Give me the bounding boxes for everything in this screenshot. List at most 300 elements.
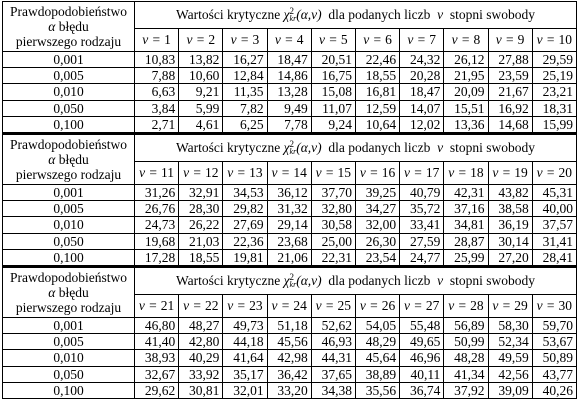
- nu-header-cell: [223, 29, 267, 52]
- critical-value-cell: 40,29: [179, 350, 223, 366]
- critical-value-cell: 55,48: [400, 318, 444, 334]
- critical-value-cell: 11,07: [311, 100, 355, 116]
- table-row: [3, 318, 577, 334]
- chi-square-critical-values-document: [2, 1, 577, 399]
- title-prefix: Wartości krytyczne: [175, 7, 284, 22]
- critical-value-cell: 56,89: [444, 318, 488, 334]
- nu-header-cell: [135, 29, 179, 52]
- critical-value-cell: 16,75: [311, 68, 355, 84]
- critical-value-cell: 30,58: [311, 217, 355, 233]
- critical-value-cell: 45,64: [355, 350, 399, 366]
- nu-label: ν =: [271, 298, 294, 314]
- title-middle: dla podanych liczb: [321, 273, 438, 289]
- critical-value-cell: 25,99: [444, 249, 488, 265]
- critical-value-cell: 58,30: [488, 318, 532, 334]
- critical-value-cell: 32,01: [223, 382, 267, 398]
- table-row: [3, 68, 577, 84]
- nu-value: 29: [514, 298, 528, 314]
- critical-value-cell: 23,21: [532, 84, 576, 100]
- critical-value-cell: 19,81: [223, 249, 267, 265]
- alpha-value-cell: 0,100: [3, 249, 135, 265]
- chi-subscript: kr: [289, 14, 297, 23]
- critical-value-cell: 37,70: [311, 185, 355, 201]
- critical-value-cell: 3,84: [135, 100, 179, 116]
- alpha-value-cell: 0,010: [3, 84, 135, 100]
- critical-value-cell: 53,67: [532, 334, 576, 350]
- nu-header-cell: [532, 162, 576, 185]
- critical-value-cell: 54,05: [355, 318, 399, 334]
- table-row: [3, 116, 577, 132]
- nu-value: 22: [204, 298, 219, 314]
- table-row: [3, 233, 577, 249]
- critical-value-cell: 26,12: [444, 52, 488, 68]
- critical-value-cell: 5,99: [179, 100, 223, 116]
- title-prefix: Wartości krytyczne: [175, 273, 284, 289]
- critical-value-cell: 49,73: [223, 318, 267, 334]
- critical-value-cell: 21,06: [267, 249, 311, 265]
- critical-value-cell: 48,27: [179, 318, 223, 334]
- nu-value: 20: [558, 165, 573, 181]
- alpha-header-line2: błędu: [55, 285, 89, 301]
- table-row: [3, 249, 577, 265]
- alpha-header-line2: błędu: [55, 152, 89, 168]
- critical-value-cell: 29,59: [532, 52, 576, 68]
- critical-value-cell: 39,25: [355, 185, 399, 201]
- alpha-value-cell: 0,005: [3, 68, 135, 84]
- alpha-column-header: [3, 2, 135, 52]
- critical-value-cell: 45,56: [267, 334, 311, 350]
- critical-value-cell: 19,68: [135, 233, 179, 249]
- nu-symbol: ν: [437, 273, 444, 289]
- critical-values-title: [135, 267, 577, 295]
- critical-value-cell: 27,88: [488, 52, 532, 68]
- nu-value: 9: [517, 32, 525, 47]
- critical-value-cell: 37,92: [444, 382, 488, 398]
- alpha-value-cell: 0,001: [3, 185, 135, 201]
- nu-header-cell: [311, 29, 355, 52]
- critical-value-cell: 14,07: [400, 100, 444, 116]
- nu-value: 10: [558, 32, 573, 47]
- nu-label: ν =: [448, 165, 471, 181]
- nu-value: 3: [252, 32, 260, 47]
- chi-symbol: χ: [283, 140, 290, 156]
- alpha-header-line3: pierwszego rodzaju: [15, 300, 122, 316]
- critical-value-cell: 16,92: [488, 100, 532, 116]
- critical-value-cell: 18,47: [267, 52, 311, 68]
- chi-symbol: χ: [283, 273, 290, 289]
- table-row: [3, 382, 577, 398]
- critical-value-cell: 29,82: [223, 201, 267, 217]
- nu-header-cell: [223, 162, 267, 185]
- critical-value-cell: 16,27: [223, 52, 267, 68]
- critical-value-cell: 6,25: [223, 116, 267, 132]
- alpha-header-line1: Prawdopodobieństwo: [10, 137, 127, 153]
- chi-square-table-block-1: [2, 1, 577, 133]
- nu-label: ν =: [404, 298, 426, 314]
- title-suffix: stopni swobody: [443, 140, 536, 156]
- critical-value-cell: 33,92: [179, 366, 223, 382]
- nu-header-cell: [355, 295, 399, 318]
- alpha-value-cell: 0,005: [3, 201, 135, 217]
- alpha-value-cell: 0,050: [3, 100, 135, 116]
- critical-value-cell: 29,62: [135, 382, 179, 398]
- critical-value-cell: 51,18: [267, 318, 311, 334]
- critical-value-cell: 32,00: [355, 217, 399, 233]
- critical-value-cell: 26,76: [135, 201, 179, 217]
- nu-label: ν =: [319, 32, 341, 47]
- alpha-symbol: α: [48, 152, 56, 168]
- table-row: [3, 366, 577, 382]
- critical-value-cell: 34,27: [355, 201, 399, 217]
- title-suffix: stopni swobody: [443, 7, 536, 22]
- alpha-value-cell: 0,010: [3, 350, 135, 366]
- critical-value-cell: 17,28: [135, 249, 179, 265]
- critical-value-cell: 18,55: [355, 68, 399, 84]
- table-header-row: [3, 134, 577, 162]
- critical-value-cell: 43,82: [488, 185, 532, 201]
- critical-value-cell: 42,56: [488, 366, 532, 382]
- nu-label: ν =: [536, 165, 559, 181]
- critical-value-cell: 10,60: [179, 68, 223, 84]
- nu-header-cell: [400, 162, 444, 185]
- critical-value-cell: 34,81: [444, 217, 488, 233]
- nu-value: 8: [473, 32, 481, 47]
- nu-label: ν =: [536, 298, 559, 314]
- critical-value-cell: 46,96: [400, 350, 444, 366]
- critical-value-cell: 18,47: [400, 84, 444, 100]
- critical-value-cell: 13,36: [444, 116, 488, 132]
- nu-header-cell: [532, 295, 576, 318]
- critical-value-cell: 26,22: [179, 217, 223, 233]
- critical-value-cell: 10,83: [135, 52, 179, 68]
- critical-value-cell: 7,78: [267, 116, 311, 132]
- chi-square-table-block-2: [2, 133, 577, 266]
- critical-value-cell: 49,59: [488, 350, 532, 366]
- critical-value-cell: 35,72: [400, 201, 444, 217]
- nu-label: ν =: [495, 32, 518, 47]
- nu-header-cell: [267, 295, 311, 318]
- critical-value-cell: 42,80: [179, 334, 223, 350]
- critical-value-cell: 25,19: [532, 68, 576, 84]
- critical-value-cell: 23,54: [355, 249, 399, 265]
- table-row: [3, 100, 577, 116]
- critical-value-cell: 50,89: [532, 350, 576, 366]
- chi-subscript: kr: [289, 280, 297, 290]
- nu-header-cell: [135, 162, 179, 185]
- chi-superscript: 2: [289, 6, 295, 16]
- alpha-header-line3: pierwszego rodzaju: [15, 167, 122, 183]
- alpha-value-cell: 0,100: [3, 116, 135, 132]
- critical-value-cell: 24,77: [400, 249, 444, 265]
- chi-square-table-block-3: [2, 266, 577, 399]
- critical-value-cell: 27,20: [488, 249, 532, 265]
- nu-label: ν =: [363, 32, 386, 47]
- table-row: [3, 334, 577, 350]
- nu-value: 16: [381, 165, 396, 181]
- alpha-symbol: α: [48, 19, 56, 34]
- critical-value-cell: 24,32: [400, 52, 444, 68]
- table-header-row: [3, 2, 577, 29]
- table-row: [3, 52, 577, 68]
- critical-value-cell: 35,56: [355, 382, 399, 398]
- critical-value-cell: 2,71: [135, 116, 179, 132]
- critical-value-cell: 42,31: [444, 185, 488, 201]
- critical-value-cell: 48,29: [355, 334, 399, 350]
- critical-value-cell: 15,99: [532, 116, 576, 132]
- critical-value-cell: 36,42: [267, 366, 311, 382]
- nu-header-cell: [444, 162, 488, 185]
- nu-label: ν =: [142, 32, 165, 47]
- alpha-header-line2: błędu: [55, 19, 89, 34]
- nu-header-cell: [267, 162, 311, 185]
- alpha-header-line3: pierwszego rodzaju: [15, 34, 122, 49]
- table-header-row: [3, 267, 577, 295]
- critical-value-cell: 32,80: [311, 201, 355, 217]
- alpha-value-cell: 0,050: [3, 366, 135, 382]
- nu-label: ν =: [183, 298, 205, 314]
- critical-value-cell: 18,31: [532, 100, 576, 116]
- critical-value-cell: 39,09: [488, 382, 532, 398]
- nu-label: ν =: [138, 298, 161, 314]
- critical-value-cell: 12,02: [400, 116, 444, 132]
- nu-label: ν =: [536, 32, 559, 47]
- critical-value-cell: 21,95: [444, 68, 488, 84]
- nu-value: 27: [425, 298, 440, 314]
- alpha-header-line1: Prawdopodobieństwo: [10, 4, 127, 19]
- nu-header-cell: [488, 295, 532, 318]
- critical-value-cell: 34,53: [223, 185, 267, 201]
- critical-value-cell: 26,30: [355, 233, 399, 249]
- critical-value-cell: 41,40: [135, 334, 179, 350]
- nu-value: 21: [160, 298, 175, 314]
- critical-value-cell: 37,65: [311, 366, 355, 382]
- chi-superscript: 2: [289, 272, 295, 283]
- title-suffix: stopni swobody: [443, 273, 536, 289]
- critical-value-cell: 20,28: [400, 68, 444, 84]
- critical-value-cell: 45,31: [532, 185, 576, 201]
- nu-label: ν =: [315, 298, 338, 314]
- nu-value: 13: [249, 165, 263, 181]
- critical-value-cell: 22,36: [223, 233, 267, 249]
- nu-label: ν =: [183, 165, 205, 181]
- critical-value-cell: 41,64: [223, 350, 267, 366]
- critical-value-cell: 49,65: [400, 334, 444, 350]
- nu-header-cell: [400, 29, 444, 52]
- critical-value-cell: 22,46: [355, 52, 399, 68]
- critical-values-title: [135, 2, 577, 29]
- nu-header-cell: [179, 29, 223, 52]
- critical-value-cell: 36,19: [488, 217, 532, 233]
- critical-value-cell: 30,81: [179, 382, 223, 398]
- critical-value-cell: 50,99: [444, 334, 488, 350]
- critical-value-cell: 36,74: [400, 382, 444, 398]
- nu-label: ν =: [139, 165, 162, 181]
- critical-value-cell: 10,64: [355, 116, 399, 132]
- critical-value-cell: 38,89: [355, 366, 399, 382]
- table-row: [3, 84, 577, 100]
- nu-value: 1: [164, 32, 171, 47]
- alpha-column-header: [3, 267, 135, 318]
- nu-value: 2: [208, 32, 216, 47]
- critical-value-cell: 13,82: [179, 52, 223, 68]
- chi-args: (α,ν): [296, 140, 322, 156]
- nu-header-cell: [400, 295, 444, 318]
- nu-header-cell: [488, 29, 532, 52]
- critical-value-cell: 46,80: [135, 318, 179, 334]
- nu-label: ν =: [451, 32, 474, 47]
- critical-value-cell: 32,91: [179, 185, 223, 201]
- critical-value-cell: 27,69: [223, 217, 267, 233]
- critical-value-cell: 40,11: [400, 366, 444, 382]
- critical-value-cell: 25,00: [311, 233, 355, 249]
- title-middle: dla podanych liczb: [321, 7, 438, 22]
- nu-label: ν =: [359, 165, 382, 181]
- critical-value-cell: 24,73: [135, 217, 179, 233]
- nu-value: 15: [337, 165, 352, 181]
- nu-value: 11: [161, 165, 175, 181]
- critical-value-cell: 31,41: [532, 233, 576, 249]
- alpha-value-cell: 0,005: [3, 334, 135, 350]
- nu-header-cell: [223, 295, 267, 318]
- chi-symbol: χ: [283, 7, 290, 22]
- critical-value-cell: 31,26: [135, 185, 179, 201]
- nu-header-cell: [135, 295, 179, 318]
- critical-value-cell: 18,55: [179, 249, 223, 265]
- nu-value: 18: [470, 165, 484, 181]
- critical-value-cell: 15,51: [444, 100, 488, 116]
- nu-label: ν =: [404, 165, 426, 181]
- critical-value-cell: 9,49: [267, 100, 311, 116]
- critical-value-cell: 33,20: [267, 382, 311, 398]
- nu-label: ν =: [407, 32, 430, 47]
- critical-value-cell: 28,87: [444, 233, 488, 249]
- critical-value-cell: 7,88: [135, 68, 179, 84]
- critical-value-cell: 59,70: [532, 318, 576, 334]
- nu-label: ν =: [227, 165, 250, 181]
- alpha-value-cell: 0,010: [3, 217, 135, 233]
- nu-header-cell: [179, 162, 223, 185]
- table-row: [3, 217, 577, 233]
- critical-value-cell: 16,81: [355, 84, 399, 100]
- nu-header-cell: [355, 29, 399, 52]
- nu-header-cell: [532, 29, 576, 52]
- table-row: [3, 185, 577, 201]
- critical-value-cell: 20,51: [311, 52, 355, 68]
- alpha-value-cell: 0,001: [3, 52, 135, 68]
- nu-value: 28: [470, 298, 484, 314]
- nu-header-cell: [267, 29, 311, 52]
- nu-label: ν =: [274, 32, 297, 47]
- critical-value-cell: 44,31: [311, 350, 355, 366]
- critical-value-cell: 52,34: [488, 334, 532, 350]
- critical-value-cell: 35,17: [223, 366, 267, 382]
- critical-value-cell: 22,31: [311, 249, 355, 265]
- critical-value-cell: 9,24: [311, 116, 355, 132]
- chi-args: (α,ν): [296, 7, 322, 22]
- nu-header-cell: [179, 295, 223, 318]
- critical-value-cell: 9,21: [179, 84, 223, 100]
- nu-label: ν =: [359, 298, 382, 314]
- chi-superscript: 2: [289, 139, 295, 150]
- critical-value-cell: 13,28: [267, 84, 311, 100]
- nu-value: 19: [514, 165, 528, 181]
- critical-value-cell: 14,86: [267, 68, 311, 84]
- alpha-value-cell: 0,100: [3, 382, 135, 398]
- critical-value-cell: 11,35: [223, 84, 267, 100]
- nu-symbol: ν: [437, 7, 444, 22]
- critical-value-cell: 40,26: [532, 382, 576, 398]
- nu-header-cell: [488, 162, 532, 185]
- nu-value: 6: [385, 32, 392, 47]
- nu-value: 7: [429, 32, 437, 47]
- nu-label: ν =: [271, 165, 294, 181]
- nu-value: 23: [249, 298, 263, 314]
- nu-header-cell: [311, 162, 355, 185]
- table-row: [3, 350, 577, 366]
- critical-value-cell: 23,68: [267, 233, 311, 249]
- alpha-column-header: [3, 134, 135, 185]
- critical-value-cell: 41,34: [444, 366, 488, 382]
- nu-value: 12: [204, 165, 219, 181]
- title-prefix: Wartości krytyczne: [175, 140, 284, 156]
- critical-value-cell: 34,38: [311, 382, 355, 398]
- critical-value-cell: 28,41: [532, 249, 576, 265]
- critical-value-cell: 27,59: [400, 233, 444, 249]
- nu-value: 26: [381, 298, 396, 314]
- critical-value-cell: 52,62: [311, 318, 355, 334]
- nu-value: 24: [293, 298, 307, 314]
- critical-value-cell: 7,82: [223, 100, 267, 116]
- critical-value-cell: 40,79: [400, 185, 444, 201]
- title-middle: dla podanych liczb: [321, 140, 438, 156]
- critical-value-cell: 4,61: [179, 116, 223, 132]
- nu-header-cell: [444, 29, 488, 52]
- nu-value: 17: [425, 165, 440, 181]
- nu-value: 30: [558, 298, 573, 314]
- critical-value-cell: 21,67: [488, 84, 532, 100]
- nu-label: ν =: [186, 32, 209, 47]
- critical-value-cell: 29,14: [267, 217, 311, 233]
- nu-value: 4: [296, 32, 304, 47]
- nu-label: ν =: [492, 165, 515, 181]
- critical-value-cell: 43,77: [532, 366, 576, 382]
- nu-label: ν =: [448, 298, 471, 314]
- critical-value-cell: 40,00: [532, 201, 576, 217]
- critical-value-cell: 36,12: [267, 185, 311, 201]
- nu-header-cell: [444, 295, 488, 318]
- critical-value-cell: 21,03: [179, 233, 223, 249]
- critical-value-cell: 38,58: [488, 201, 532, 217]
- table-row: [3, 201, 577, 217]
- nu-value: 25: [337, 298, 352, 314]
- critical-value-cell: 46,93: [311, 334, 355, 350]
- critical-value-cell: 15,08: [311, 84, 355, 100]
- nu-symbol: ν: [437, 140, 444, 156]
- critical-value-cell: 6,63: [135, 84, 179, 100]
- alpha-value-cell: 0,050: [3, 233, 135, 249]
- critical-value-cell: 48,28: [444, 350, 488, 366]
- critical-value-cell: 37,57: [532, 217, 576, 233]
- chi-subscript: kr: [289, 147, 297, 157]
- critical-value-cell: 44,18: [223, 334, 267, 350]
- nu-value: 5: [340, 32, 348, 47]
- critical-value-cell: 28,30: [179, 201, 223, 217]
- critical-value-cell: 31,32: [267, 201, 311, 217]
- alpha-symbol: α: [48, 285, 56, 301]
- alpha-value-cell: 0,001: [3, 318, 135, 334]
- critical-value-cell: 32,67: [135, 366, 179, 382]
- nu-label: ν =: [227, 298, 250, 314]
